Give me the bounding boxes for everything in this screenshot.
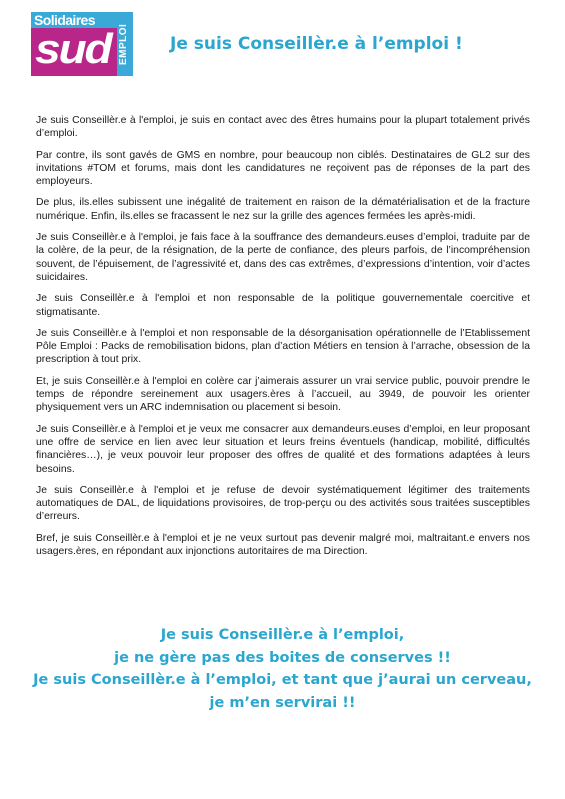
page-title: Je suis Conseillèr.e à l’emploi ! xyxy=(170,34,463,54)
closing-line: Je suis Conseillèr.e à l’emploi, xyxy=(160,627,405,643)
paragraph: Je suis Conseillèr.e à l'emploi, je suis en contact avec des êtres humains pour la plupart totalement privés d’emploi. xyxy=(36,115,530,140)
closing-line: je ne gère pas des boites de conserves !! xyxy=(114,649,451,666)
closing-line: je m’en servirai !! xyxy=(209,694,356,711)
paragraph: Je suis Conseillèr.e à l'emploi et non responsable de la politique gouvernementale coercitive et stigmatisante. xyxy=(36,293,530,318)
paragraph: Bref, je suis Conseillèr.e à l'emploi et je ne veux surtout pas devenir malgré moi, maltraitant.e envers nos usagers.ères, en répondant aux injonctions autoritaires de ma Direction. xyxy=(36,532,530,558)
body-text xyxy=(36,114,530,566)
logo-solidaires-text: Solidaires xyxy=(34,12,95,28)
logo-emploi-text: EMPLOI xyxy=(118,23,129,65)
paragraph: Je suis Conseillèr.e à l'emploi et non responsable de la désorganisation opérationnelle de l’Etablissement Pôle Emploi : Packs de remobilisation bidons, plan d’action Métiers en tension à l’arrache, obsession de la prescription à tout prix. xyxy=(36,327,530,366)
paragraph: Par contre, ils sont gavés de GMS en nombre, pour beaucoup non ciblés. Destinataires de GL2 sur des invitations #TOM et forums, mais dont les candidatures ne reçoivent pas de réponses de la part des employeurs. xyxy=(36,149,530,188)
sud-emploi-logo xyxy=(31,12,133,76)
paragraph: Je suis Conseillèr.e à l'emploi et je veux me consacrer aux demandeurs.euses d’emploi, en leur proposant une offre de service en lien avec leur situation et leurs freins éventuels (handicap, mobilité, difficultés financières…), je veux pouvoir leur proposer des offres de qualité et des formations adaptées à leurs besoins. xyxy=(36,423,530,475)
paragraph: Et, je suis Conseillèr.e à l'emploi en colère car j’aimerais assurer un vrai service public, pouvoir prendre le temps de répondre sereinement aux usagers.ères à l’accueil, au 3949, de pouvoir les orienter physiquement vers un ARC indemnisation ou placement si besoin. xyxy=(36,375,530,414)
closing-line: Je suis Conseillèr.e à l’emploi, et tant que j’aurai un cerveau, xyxy=(33,672,532,688)
paragraph: De plus, ils.elles subissent une inégalité de traitement en raison de la dématérialisation et de la fracture numérique. Enfin, ils.elles se fracassent le nez sur la grille des agences fermées les après-midi. xyxy=(36,197,530,222)
closing-statement xyxy=(10,624,555,714)
paragraph: Je suis Conseillèr.e à l'emploi, je fais face à la souffrance des demandeurs.euses d’emploi, traduite par de la colère, de la peur, de la résignation, de la perte de confiance, des pleurs parfois, de l’incompréhension souvent, de l’épuisement, de l’agressivité et, dans des cas extrêmes, d’expressions d’intention, voir d’actes suicidaires. xyxy=(36,232,530,283)
logo-sud-text: sud xyxy=(35,25,111,72)
paragraph: Je suis Conseillèr.e à l'emploi et je refuse de devoir systématiquement légitimer des traitements automatiques de DAL, de liquidations provisoires, de trop-perçu ou des activités sous traitées susceptibles d’erreurs. xyxy=(36,484,530,523)
